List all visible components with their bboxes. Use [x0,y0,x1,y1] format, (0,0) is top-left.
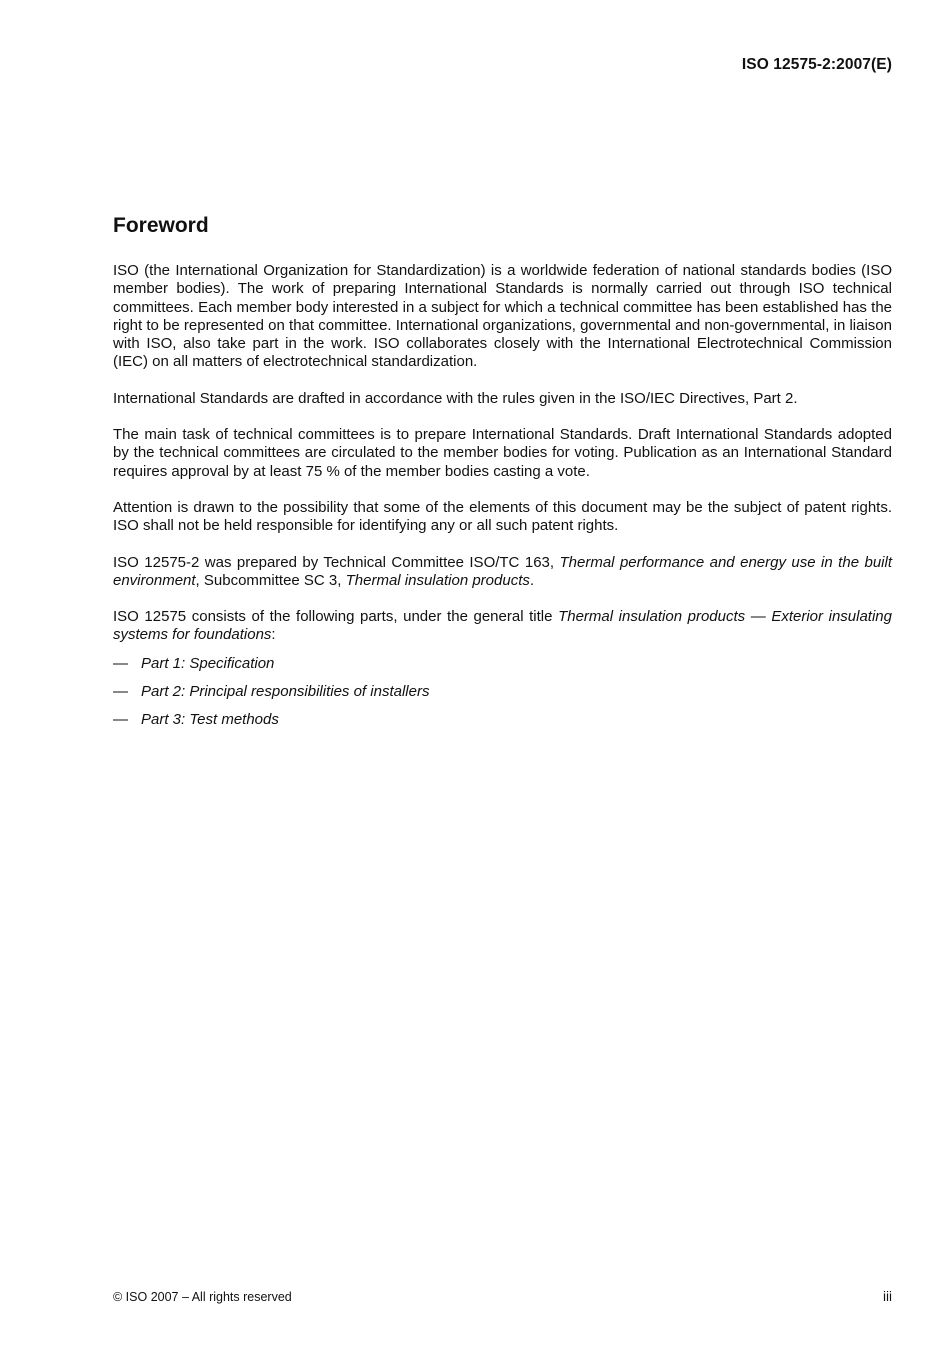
committee-title: Thermal performance and energy use in the built environment [113,553,892,589]
list-dash: — [113,682,128,700]
list-dash: — [113,710,128,728]
list-dash: — [113,654,128,672]
page-title: Foreword [113,214,209,237]
parts-list [113,655,892,729]
p5-text-c: , Subcommittee SC 3, [195,571,346,589]
p5-text-a: ISO 12575-2 was prepared by Technical Committee ISO/TC 163, [113,553,560,571]
p6-text-c: : [271,626,276,644]
foreword-paragraph-3: The main task of technical committees is to prepare International Standards. Draft International Standards adopted by the technical committees are circulated to the member bodies for voting. Publication as an International Standard requires approval by at least 75 % of the member bodies casting a vote. [113,426,892,480]
foreword-paragraph-6 [113,608,892,645]
list-item [113,711,892,729]
page-content [113,212,892,739]
part-1-title: Part 1: Specification [141,654,275,672]
foreword-paragraph-1: ISO (the International Organization for Standardization) is a worldwide federation of national standards bodies (ISO member bodies). The work of preparing International Standards is normally carried out through ISO technical committees. Each member body interested in a subject for which a technical committee has been established has the right to be represented on that committee. International organizations, governmental and non-governmental, in liaison with ISO, also take part in the work. ISO collaborates closely with the International Electrotechnical Commission (IEC) on all matters of electrotechnical standardization. [113,262,892,371]
foreword-paragraph-2: International Standards are drafted in accordance with the rules given in the ISO/IEC Directives, Part 2. [113,389,798,407]
foreword-paragraph-5 [113,554,892,591]
list-item [113,655,892,673]
p6-text-a: ISO 12575 consists of the following parts, under the general title [113,608,559,626]
copyright-notice: © ISO 2007 – All rights reserved [113,1290,292,1304]
list-item [113,683,892,701]
p5-text-e: . [529,571,535,589]
subcommittee-title: Thermal insulation products [345,571,530,589]
part-3-title: Part 3: Test methods [141,710,279,728]
part-2-title: Part 2: Principal responsibilities of installers [141,682,430,700]
page-number: iii [883,1289,892,1304]
foreword-paragraph-4: Attention is drawn to the possibility that some of the elements of this document may be the subject of patent rights. ISO shall not be held responsible for identifying any or all such patent rights. [113,498,892,535]
general-title: Thermal insulation products — Exterior insulating systems for foundations [113,608,892,644]
document-id: ISO 12575-2:2007(E) [741,56,892,73]
